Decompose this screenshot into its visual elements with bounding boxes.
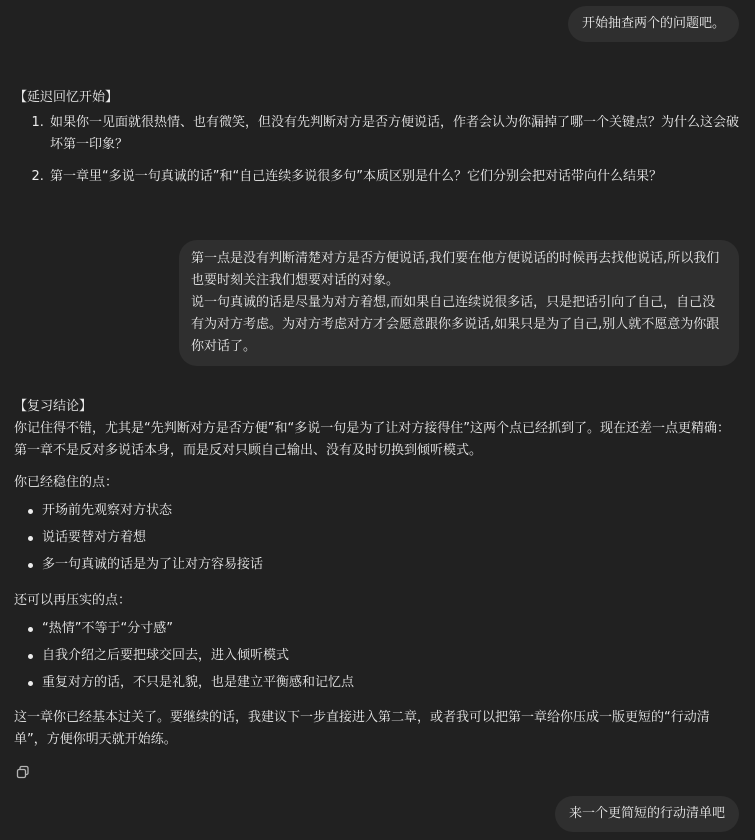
user-message-text: 开始抽查两个的问题吧。 [581,16,725,31]
improve-points-label: 还可以再压实的点： [14,593,132,608]
solid-points-label: 你已经稳住的点： [14,475,119,490]
assistant-heading: 【延迟回忆开始】 [14,90,119,105]
assistant-message [14,87,742,198]
copy-icon [16,765,30,779]
question-text: 如果你一见面就很热情、也有微笑，但没有先判断对方是否方便说话，作者会认为你漏掉了哪一个关键点？为什么这会破坏第一印象？ [50,115,740,152]
list-item [28,618,742,640]
user-message-text: 第一点是没有判断清楚对方是否方便说话,我们要在他方便说话的时候再去找他说话,所以我们也要时刻关注我们想要对话的对象。 [191,251,720,288]
list-item [28,500,742,522]
list-item-text: 重复对方的话，不只是礼貌，也是建立平衡感和记忆点 [42,675,355,690]
list-item-text: 说话要替对方着想 [42,530,147,545]
user-message [179,240,739,366]
list-item-text: 开场前先观察对方状态 [42,503,173,518]
list-item [28,527,742,549]
assistant-message [14,396,742,751]
question-item [48,112,742,156]
solid-points-list [14,500,742,576]
list-item-text: 多一句真诚的话是为了让对方容易接话 [42,557,264,572]
improve-points-list [14,618,742,694]
user-message-text: 说一句真诚的话是尽量为对方着想,而如果自己连续说很多话，只是把话引向了自己，自己没有为对方考虑。为对方考虑对方才会愿意跟你多说话,如果只是为了自己,别人就不愿意为你跟你对话了。 [191,295,720,354]
list-item-text: “热情”不等于“分寸感” [42,621,173,636]
list-item [28,672,742,694]
question-text: 第一章里“多说一句真诚的话”和“自己连续多说很多句”本质区别是什么？它们分别会把对话带向什么结果？ [50,169,662,184]
question-item [48,166,742,188]
copy-button[interactable] [16,765,32,781]
assistant-paragraph: 你记住得不错，尤其是“先判断对方是否方便”和“多说一句是为了让对方接得住”这两个点已经抓到了。现在还差一点更精确：第一章不是反对多说话本身，而是反对只顾自己输出、没有及时切换到倾听模式。 [14,421,730,458]
user-message [568,6,739,42]
list-item [28,645,742,667]
user-message [555,796,739,832]
assistant-heading: 【复习结论】 [14,399,93,414]
list-item-text: 自我介绍之后要把球交回去，进入倾听模式 [42,648,290,663]
user-message-text: 来一个更简短的行动清单吧 [568,806,725,821]
assistant-paragraph: 这一章你已经基本过关了。要继续的话，我建议下一步直接进入第二章，或者我可以把第一章给你压成一版更短的“行动清单”，方便你明天就开始练。 [14,710,710,747]
list-item [28,554,742,576]
question-list [14,112,742,188]
